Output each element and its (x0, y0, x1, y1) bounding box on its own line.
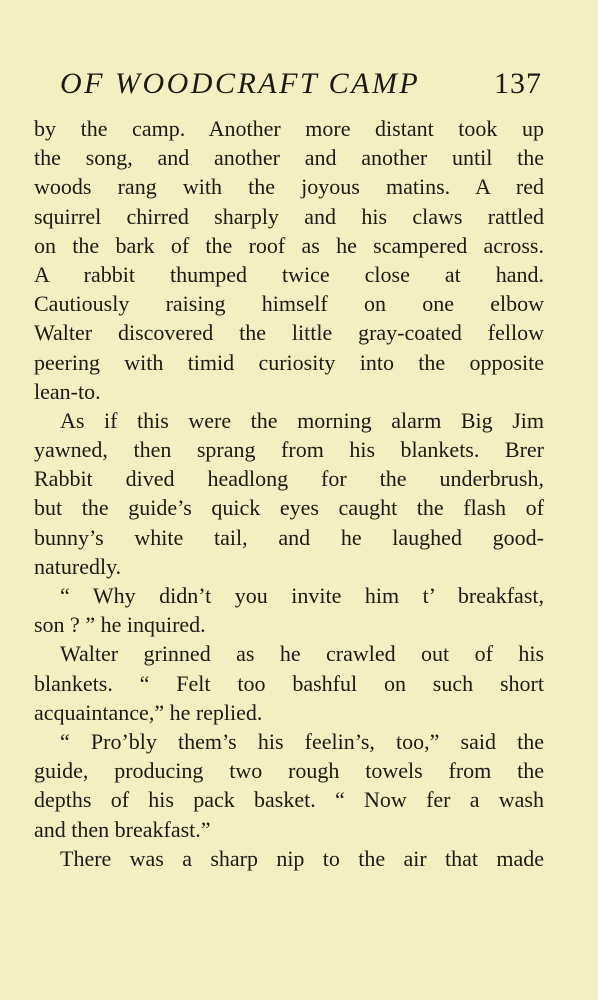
text-line: “ Pro’bly them’s his feelin’s, too,” said the (60, 728, 544, 754)
text-line: depths of his pack basket. “ Now fer a wash (34, 787, 544, 813)
running-title: OF WOODCRAFT CAMP (60, 67, 421, 100)
body-text (34, 114, 544, 873)
text-line: acquaintance,” he replied. (34, 699, 263, 725)
text-line: by the camp. Another more distant took up (34, 116, 544, 141)
page-number: 137 (494, 67, 542, 100)
text-line: There was a sharp nip to the air that made (60, 845, 544, 871)
text-line: squirrel chirred sharply and his claws rattled (34, 203, 544, 229)
text-line: naturedly. (34, 553, 122, 579)
text-line: Walter grinned as he crawled out of his (60, 641, 544, 667)
text-line: woods rang with the joyous matins. A red (34, 174, 544, 200)
running-head (60, 62, 542, 106)
text-line: bunny’s white tail, and he laughed good- (34, 524, 544, 550)
text-line: “ Why didn’t you invite him t’ breakfast, (60, 583, 544, 608)
text-line: A rabbit thumped twice close at hand. (34, 261, 544, 287)
text-line: son ? ” he inquired. (34, 612, 206, 638)
text-line: on the bark of the roof as he scampered across. (34, 232, 544, 258)
text-line: As if this were the morning alarm Big Jim (60, 407, 544, 433)
text-line: lean-to. (34, 378, 101, 404)
text-line: and then breakfast.” (34, 816, 211, 842)
text-line: Rabbit dived headlong for the underbrush, (34, 466, 544, 492)
text-line: but the guide’s quick eyes caught the flash of (34, 495, 544, 521)
text-line: blankets. “ Felt too bashful on such short (34, 670, 544, 696)
text-line: Walter discovered the little gray-coated fellow (34, 320, 544, 346)
text-line: peering with timid curiosity into the opposite (34, 349, 544, 375)
text-line: the song, and another and another until the (34, 145, 544, 171)
text-line: yawned, then sprang from his blankets. Brer (34, 437, 544, 463)
text-line: Cautiously raising himself on one elbow (34, 291, 544, 317)
text-line: guide, producing two rough towels from the (34, 758, 544, 784)
